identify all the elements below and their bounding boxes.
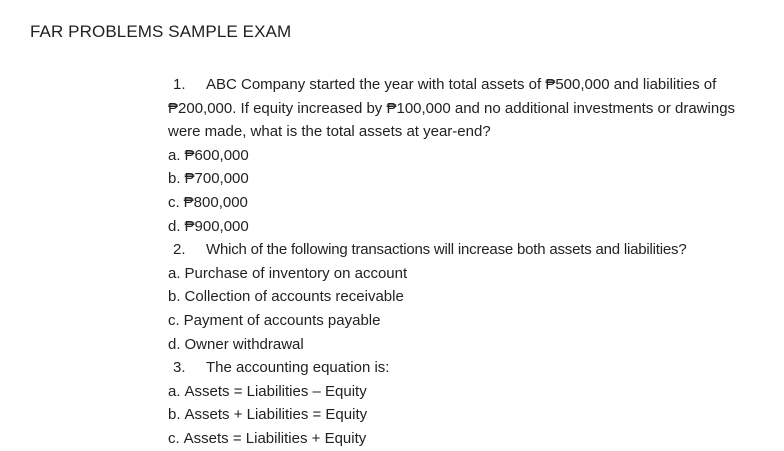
option-letter: b. — [168, 288, 181, 306]
question-number: 1. — [173, 76, 186, 93]
question-2 — [168, 238, 768, 262]
option-text: Assets + Liabilities = Equity — [184, 406, 368, 424]
option-text: ₱800,000 — [183, 193, 248, 211]
option-letter: a. — [168, 264, 181, 282]
option-text: Collection of accounts receivable — [184, 288, 404, 306]
option-text: ₱600,000 — [184, 146, 249, 164]
option-text: Assets = Liabilities – Equity — [184, 382, 367, 400]
option-text: ₱900,000 — [184, 217, 249, 235]
option-letter: a. — [168, 382, 181, 400]
option-text: Purchase of inventory on account — [184, 264, 408, 282]
option-b — [168, 167, 768, 191]
option-c — [168, 191, 768, 215]
option-a — [168, 262, 768, 286]
option-d — [168, 215, 768, 239]
option-text: ₱700,000 — [184, 170, 249, 188]
page-title: FAR PROBLEMS SAMPLE EXAM — [30, 22, 292, 41]
option-text: Assets = Liabilities + Equity — [183, 429, 367, 447]
option-letter: d. — [168, 335, 181, 353]
option-a — [168, 144, 768, 168]
option-text: Owner withdrawal — [184, 335, 304, 353]
option-letter: c. — [168, 311, 180, 329]
question-1 — [168, 73, 768, 144]
option-letter: d. — [168, 217, 181, 235]
question-text: Which of the following transactions will increase both assets and liabilities? — [206, 241, 687, 259]
exam-content — [168, 73, 768, 451]
option-b — [168, 403, 768, 427]
option-letter: c. — [168, 429, 180, 447]
option-d — [168, 333, 768, 357]
question-number: 3. — [173, 359, 186, 377]
option-letter: b. — [168, 170, 181, 188]
option-letter: c. — [168, 193, 180, 211]
question-text: The accounting equation is: — [206, 359, 390, 377]
question-text: ABC Company started the year with total assets of ₱500,000 and liabilities of ₱200,000. If equity increased by ₱100,000 and no additional investments or drawings were made, what is the total assets at year-end? — [168, 76, 736, 141]
option-letter: a. — [168, 146, 181, 164]
question-3 — [168, 356, 768, 380]
option-c — [168, 309, 768, 333]
option-a — [168, 380, 768, 404]
question-number: 2. — [173, 241, 186, 259]
option-c — [168, 427, 768, 451]
option-letter: b. — [168, 406, 181, 424]
option-text: Payment of accounts payable — [183, 311, 381, 329]
option-b — [168, 285, 768, 309]
